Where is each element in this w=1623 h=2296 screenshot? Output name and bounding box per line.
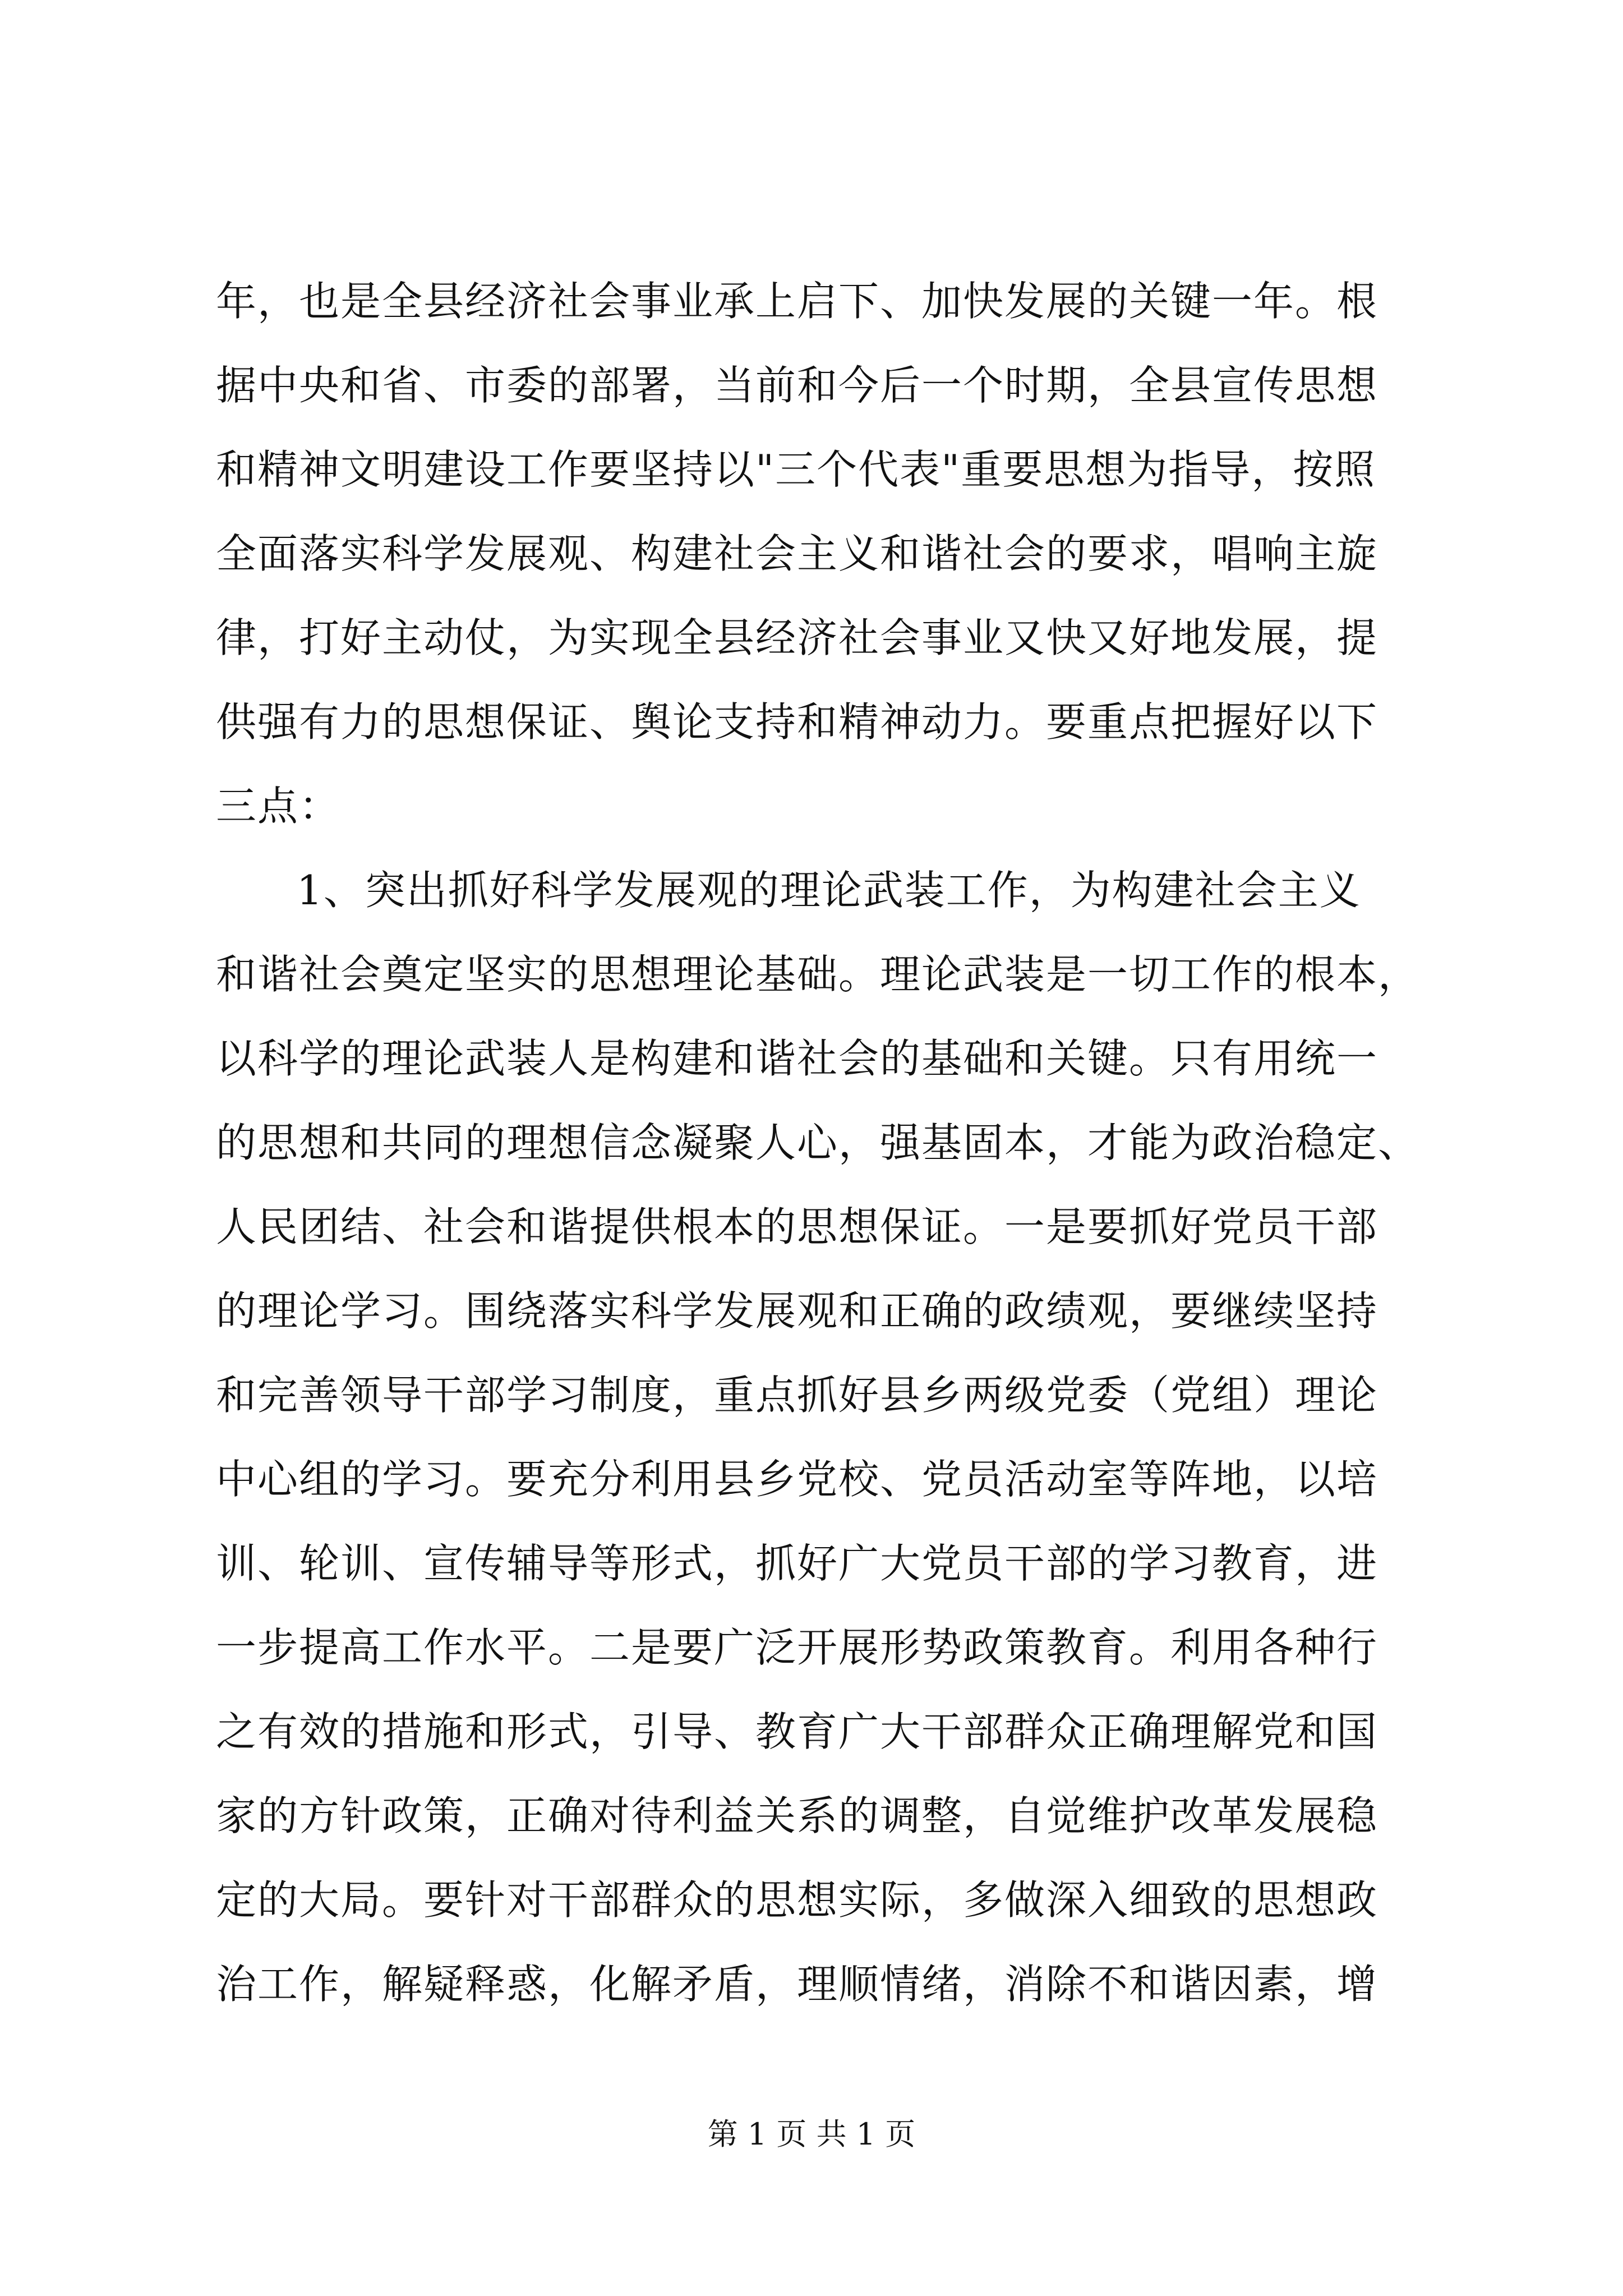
paragraph-first-line: 1、突出抓好科学发展观的理论武装工作，为构建社会主义	[297, 867, 1361, 914]
text-line: 人民团结、社会和谐提供根本的思想保证。一是要抓好党员干部	[216, 1203, 1378, 1250]
text-line: 和精神文明建设工作要坚持以"三个代表"重要思想为指导，按照	[216, 446, 1376, 493]
text-line: 的理论学习。围绕落实科学发展观和正确的政绩观，要继续坚持	[216, 1287, 1378, 1335]
page-number-footer: 第 1 页 共 1 页	[707, 2116, 916, 2152]
text-line: 家的方针政策，正确对待利益关系的调整，自觉维护改革发展稳	[216, 1792, 1378, 1839]
text-line: 三点：	[216, 783, 341, 830]
text-line: 年，也是全县经济社会事业承上启下、加快发展的关键一年。根	[216, 278, 1378, 325]
text-line: 和完善领导干部学习制度，重点抓好县乡两级党委（党组）理论	[216, 1372, 1378, 1419]
text-line: 一步提高工作水平。二是要广泛开展形势政策教育。利用各种行	[216, 1624, 1378, 1671]
text-line: 供强有力的思想保证、舆论支持和精神动力。要重点把握好以下	[216, 698, 1378, 746]
text-line: 以科学的理论武装人是构建和谐社会的基础和关键。只有用统一	[216, 1035, 1378, 1082]
text-line: 律，打好主动仗，为实现全县经济社会事业又快又好地发展，提	[216, 614, 1378, 661]
text-line: 之有效的措施和形式，引导、教育广大干部群众正确理解党和国	[216, 1708, 1378, 1755]
text-line: 中心组的学习。要充分利用县乡党校、党员活动室等阵地，以培	[216, 1456, 1378, 1503]
text-line: 治工作，解疑释惑，化解矛盾，理顺情绪，消除不和谐因素，增	[216, 1961, 1378, 2008]
text-line: 定的大局。要针对干部群众的思想实际，多做深入细致的思想政	[216, 1876, 1378, 1924]
text-line: 的思想和共同的理想信念凝聚人心，强基固本，才能为政治稳定、	[216, 1119, 1420, 1166]
text-line: 据中央和省、市委的部署，当前和今后一个时期，全县宣传思想	[216, 362, 1378, 409]
text-line: 全面落实科学发展观、构建社会主义和谐社会的要求，唱响主旋	[216, 530, 1378, 577]
document-body	[216, 259, 1420, 2026]
text-line: 和谐社会奠定坚实的思想理论基础。理论武装是一切工作的根本，	[216, 951, 1420, 998]
text-line: 训、轮训、宣传辅导等形式，抓好广大党员干部的学习教育，进	[216, 1540, 1378, 1587]
